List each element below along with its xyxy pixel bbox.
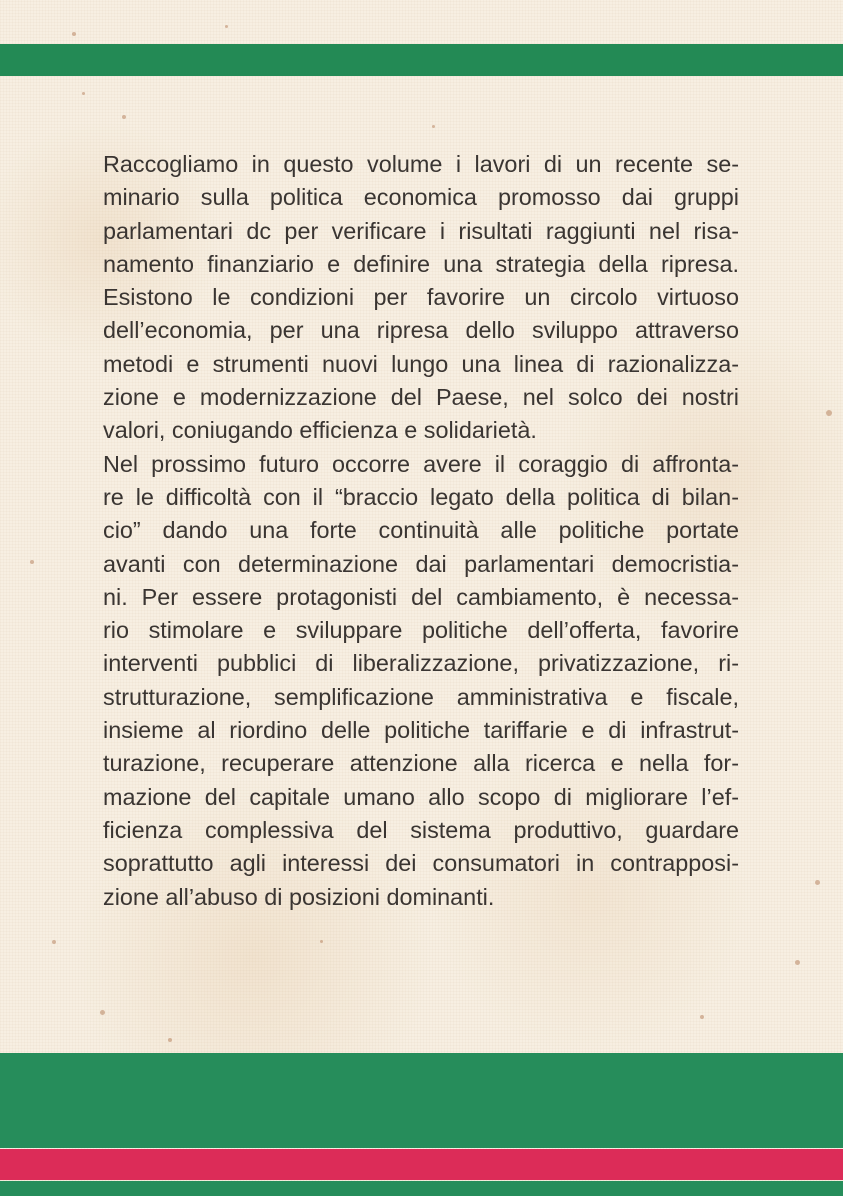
text-line: zione e modernizzazione del Paese, nel solco dei nostri: [103, 384, 739, 411]
text-line: Esistono le condizioni per favorire un circolo virtuoso: [103, 284, 739, 311]
paper-speck: [432, 125, 435, 128]
text-line: minario sulla politica economica promosso dai gruppi: [103, 184, 739, 211]
paper-speck: [122, 115, 126, 119]
top-green-stripe: [0, 44, 843, 76]
text-line: Nel prossimo futuro occorre avere il coraggio di affronta-: [103, 450, 739, 477]
text-line: turazione, recuperare attenzione alla ricerca e nella for-: [103, 750, 739, 777]
paper-speck: [225, 25, 228, 28]
paper-speck: [72, 32, 76, 36]
bottom-green-stripe: [0, 1053, 843, 1148]
text-line: soprattutto agli interessi dei consumatori in contrapposi-: [103, 850, 739, 877]
text-line: ni. Per essere protagonisti del cambiamento, è necessa-: [103, 583, 739, 610]
back-cover-text: [103, 148, 739, 914]
bottom-green-edge-stripe: [0, 1181, 843, 1196]
paper-speck: [100, 1010, 105, 1015]
paper-speck: [826, 410, 832, 416]
paper-speck: [700, 1015, 704, 1019]
text-line: avanti con determinazione dai parlamentari democristia-: [103, 550, 739, 577]
paper-speck: [168, 1038, 172, 1042]
paper-speck: [52, 940, 56, 944]
text-line: zione all’abuso di posizioni dominanti.: [103, 883, 495, 910]
text-line: cio” dando una forte continuità alle politiche portate: [103, 517, 739, 544]
text-line: parlamentari dc per verificare i risultati raggiunti nel risa-: [103, 217, 739, 244]
text-line: strutturazione, semplificazione amministrativa e fiscale,: [103, 683, 739, 710]
text-line: valori, coniugando efficienza e solidarietà.: [103, 417, 537, 444]
text-line: dell’economia, per una ripresa dello sviluppo attraverso: [103, 317, 739, 344]
paragraph-1: [103, 148, 739, 448]
text-line: insieme al riordino delle politiche tariffarie e di infrastrut-: [103, 717, 739, 744]
text-line: metodi e strumenti nuovi lungo una linea di razionalizza-: [103, 350, 739, 377]
text-line: mazione del capitale umano allo scopo di migliorare l’ef-: [103, 783, 739, 810]
text-line: re le difficoltà con il “braccio legato della politica di bilan-: [103, 483, 739, 510]
paper-speck: [815, 880, 820, 885]
paragraph-2: [103, 448, 739, 914]
text-line: Raccogliamo in questo volume i lavori di un recente se-: [103, 151, 739, 177]
bottom-red-stripe: [0, 1149, 843, 1180]
paper-speck: [320, 940, 323, 943]
text-line: ficienza complessiva del sistema produttivo, guardare: [103, 816, 739, 843]
text-line: interventi pubblici di liberalizzazione, privatizzazione, ri-: [103, 650, 739, 677]
text-line: rio stimolare e sviluppare politiche dell’offerta, favorire: [103, 617, 739, 644]
paper-speck: [30, 560, 34, 564]
paper-speck: [795, 960, 800, 965]
paper-speck: [82, 92, 85, 95]
text-line: namento finanziario e definire una strategia della ripresa.: [103, 250, 739, 277]
